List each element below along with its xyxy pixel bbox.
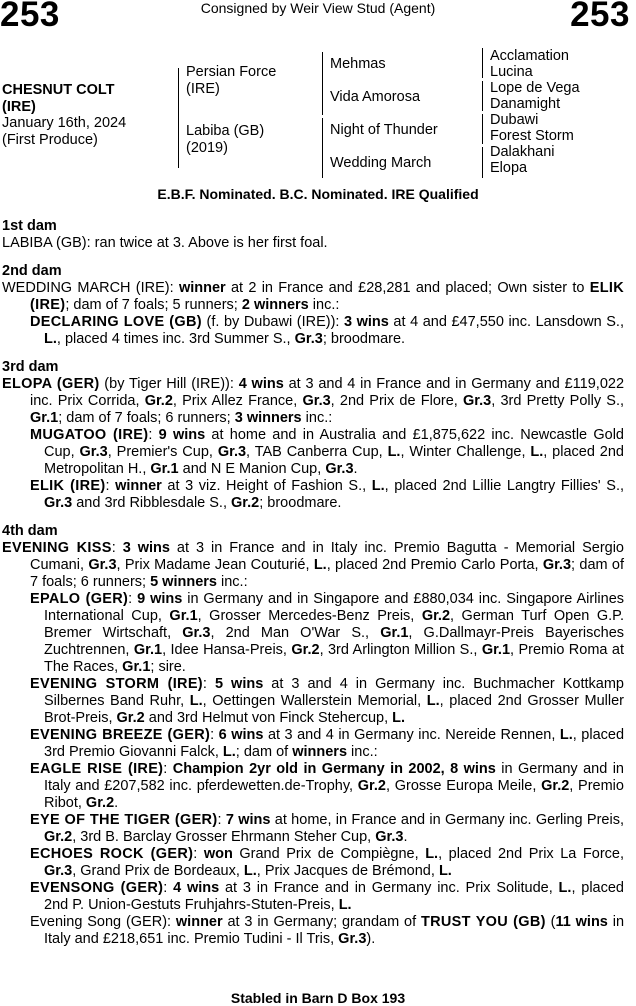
- second-dam-text: WEDDING MARCH (IRE): winner at 2 in France and £28,281 and placed; Own sister to ELIK (IRE); dam of 7 foals; 5 runners; 2 winners inc.:: [2, 280, 624, 313]
- second-dam-heading: 2nd dam: [2, 263, 62, 279]
- echoes-rock: ECHOES ROCK (GER): won Grand Prix de Compiègne, L., placed 2nd Prix La Force, Gr.3, Grand Prix de Bordeaux, L., Prix Jacques de Brémond, L.: [30, 846, 624, 879]
- produce-note: (First Produce): [2, 131, 98, 148]
- dam-dam: Wedding March: [330, 155, 432, 171]
- sire-dam: Vida Amorosa: [330, 89, 421, 105]
- evening-storm: EVENING STORM (IRE): 5 wins at 3 and 4 in Germany inc. Buchmacher Kottkamp Silbernes Band Ruhr, L., Oettingen Wallerstein Memorial, L., placed 2nd Grosser Muller Brot-Preis, Gr.2 and 3rd Helmut von Finck Stehercup, L.: [30, 676, 624, 726]
- nominations: E.B.F. Nominated. B.C. Nominated. IRE Qualified: [157, 186, 479, 202]
- evening-breeze: EVENING BREEZE (GER): 6 wins at 3 and 4 in Germany inc. Nereide Rennen, L., placed 3rd Premio Giovanni Falck, L.; dam of winners inc.:: [30, 727, 625, 760]
- third-dam-text: ELOPA (GER) (by Tiger Hill (IRE)): 4 wins at 3 and 4 in France and in Germany and £119,022 inc. Prix Corrida, Gr.2, Prix Allez France, Gr.3, 2nd Prix de Flore, Gr.3, 3rd Pretty Polly S., Gr.1; dam of 7 foals; 6 runners; 3 winners inc.:: [2, 376, 625, 426]
- fourth-dam-heading: 4th dam: [2, 523, 58, 539]
- bracket-3d: [482, 147, 483, 178]
- eye-of-the-tiger: EYE OF THE TIGER (GER): 7 wins at home, in France and in Germany inc. Gerling Preis, Gr.2, 3rd B. Barclay Grosser Ehrmann Steher Cup, Gr.3.: [30, 812, 624, 845]
- epalo: EPALO (GER): 9 wins in Germany and in Singapore and £880,034 inc. Singapore Airlines International Cup, Gr.1, Grosser Mercedes-Benz Preis, Gr.2, German Turf Open G.P. Bremer Wirtschaft, Gr.3, 2nd Man O'War S., Gr.1, G.Dallmayr-Preis Bayerisches Zuchtrennen, Gr.1, Idee Hansa-Preis, Gr.2, 3rd Arlington Million S., Gr.1, Premio Roma at The Races, Gr.1; sire.: [30, 591, 625, 675]
- evening-song: Evening Song (GER): winner at 3 in Germany; grandam of TRUST YOU (GB) (11 wins in Italy and £218,651 inc. Premio Tudini - Il Tris, Gr.3).: [30, 914, 625, 947]
- declaring-love: DECLARING LOVE (GB) (f. by Dubawi (IRE)): 3 wins at 4 and £47,550 inc. Lansdown S., L., placed 4 times inc. 3rd Summer S., Gr.3; broodmare.: [30, 314, 624, 347]
- mugatoo: MUGATOO (IRE): 9 wins at home and in Australia and £1,875,622 inc. Newcastle Gold Cup, Gr.3, Premier's Cup, Gr.3, TAB Canberra Cup, L., Winter Challenge, L., placed 2nd Metropolitan H., Gr.1 and N E Manion Cup, Gr.3.: [30, 427, 624, 477]
- eagle-rise: EAGLE RISE (IRE): Champion 2yr old in Germany in 2002, 8 wins in Germany and in Italy and £207,582 inc. pferdewetten.de-Trophy, Gr.2, Grosse Europa Meile, Gr.2, Premio Ribot, Gr.2.: [30, 761, 624, 811]
- pedigree-table: [0, 48, 636, 180]
- consignor: Consigned by Weir View Stud (Agent): [200, 0, 436, 16]
- lot-number-right: 253: [570, 0, 630, 34]
- fourth-dam-text: EVENING KISS: 3 wins at 3 in France and in Italy inc. Premio Bagutta - Memorial Sergio Cumani, Gr.3, Prix Madame Jean Couturié, L., placed 2nd Premio Carlo Porta, Gr.3; dam of 7 foals; 6 runners; 5 winners inc.:: [2, 540, 624, 590]
- elik: ELIK (IRE): winner at 3 viz. Height of Fashion S., L., placed 2nd Lillie Langtry Fillies' S., Gr.3 and 3rd Ribblesdale S., Gr.2; broodmare.: [30, 478, 624, 511]
- horse-name-line2: (IRE): [2, 98, 36, 115]
- lot-number-left: 253: [0, 0, 60, 34]
- stabling-info: Stabled in Barn D Box 193: [230, 990, 406, 1006]
- first-dam-heading: 1st dam: [2, 218, 57, 234]
- dam: Labiba (GB) (2019): [186, 123, 265, 156]
- bracket-3b: [482, 81, 483, 111]
- bracket-3a: [482, 48, 483, 78]
- great-grandparents: Acclamation Lucina Lope de Vega Danamight Dubawi Forest Storm Dalakhani Elopa: [490, 48, 580, 176]
- first-dam-text: LABIBA (GB): ran twice at 3. Above is her first foal.: [2, 235, 328, 251]
- catalogue-page-body: [2, 218, 624, 948]
- bracket-3c: [482, 114, 483, 144]
- horse-name-line1: CHESNUT COLT: [2, 82, 115, 98]
- sire: Persian Force (IRE): [186, 64, 277, 97]
- evensong: EVENSONG (GER): 4 wins at 3 in France and in Germany inc. Prix Solitude, L., placed 2nd P. Union-Gestuts Fruhjahrs-Stuten-Preis, L.: [30, 880, 624, 913]
- bracket-2b: [322, 118, 323, 178]
- sire-sire: Mehmas: [330, 56, 386, 72]
- horse-info: [2, 82, 126, 148]
- bracket-1: [178, 68, 179, 168]
- bracket-2a: [322, 52, 323, 115]
- dam-sire: Night of Thunder: [330, 122, 438, 138]
- third-dam-heading: 3rd dam: [2, 359, 59, 375]
- foaled-date: January 16th, 2024: [2, 115, 127, 131]
